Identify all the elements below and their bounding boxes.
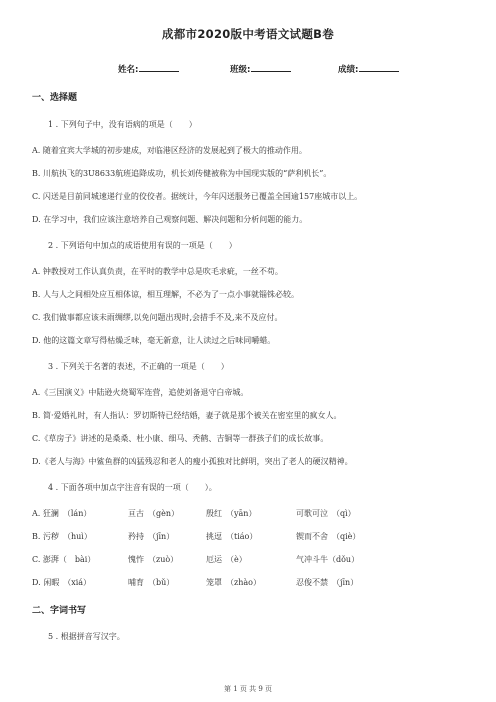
q4-c-item-2: 愧怍 （zuò）: [128, 555, 179, 564]
page-title: 成都市2020版中考语文试题B卷: [161, 27, 335, 41]
q4-d-item-2: 哺育 （bǔ）: [128, 578, 175, 587]
question-3-stem: 3 . 下列关于名著的表述，不正确的一项是（ ）: [48, 362, 229, 371]
question-2-option-d: D. 他的这篇文章写得枯燥乏味，毫无新意，让人读过之后味同嚼蜡。: [32, 336, 276, 345]
name-blank[interactable]: [139, 62, 179, 72]
question-4-option-a: [32, 508, 472, 520]
q4-c-item-3: 厄运 （è）: [206, 555, 247, 564]
q4-c-item-1: C. 澎湃（ bài）: [32, 555, 96, 564]
q4-a-item-2: 亘古 （gèn）: [128, 509, 180, 518]
q4-a-item-3: 殷红 （yān）: [206, 509, 257, 518]
question-4-option-b: [32, 531, 472, 543]
question-3-option-b: B. 简·爱婚礼时，有人指认：罗切斯特已经结婚，妻子就是那个被关在密室里的疯女人。: [32, 411, 342, 420]
question-4-option-c: [32, 554, 472, 566]
question-1-option-d: D. 在学习中，我们应该注意培养自己观察问题、解决问题和分析问题的能力。: [32, 215, 308, 224]
question-1-option-b: B. 川航执飞的3U8633航班追降成功，机长刘传健被称为中国现实版的“萨利机长”。: [32, 169, 332, 178]
question-2-stem: 2 . 下列语句中加点的成语使用有误的一项是（ ）: [48, 241, 237, 250]
q4-d-item-1: D. 闲暇 （xiá）: [32, 578, 92, 587]
score-field: [338, 62, 399, 75]
question-2-option-c: C. 我们做事都应该未雨绸缪,以免问题出现时,会措手不及,来不及应付。: [32, 313, 283, 322]
q4-b-item-1: B. 污秽 （huì）: [32, 532, 92, 541]
section-heading-writing: 二、字词书写: [32, 606, 87, 616]
q4-d-item-3: 笼罩 （zhào）: [206, 578, 261, 587]
q4-d-item-4: 忍俊不禁 （jīn）: [296, 578, 359, 587]
question-3-option-c: C.《草房子》讲述的是桑桑、杜小康、细马、秃鹤、吉铜等一群孩子们的成长故事。: [32, 434, 329, 443]
q4-b-item-2: 矜持 （jīn）: [128, 532, 175, 541]
student-info-row: [0, 62, 496, 76]
question-1-option-c: C. 闪送是目前同城速递行业的佼佼者。据统计，今年闪送服务已覆盖全国逾157座城市以上。: [32, 192, 363, 201]
question-2-option-a: A. 钟教授对工作认真负责，在平时的教学中总是吹毛求疵，一丝不苟。: [32, 267, 283, 276]
question-2-option-b: B. 人与人之间相处应互相体谅，相互理解，不必为了一点小事就锱铢必较。: [32, 290, 299, 299]
q4-a-item-4: 可歌可泣 （qì）: [296, 509, 356, 518]
name-field: [118, 62, 179, 75]
question-1-stem: 1 . 下列句子中，没有语病的项是（ ）: [48, 120, 197, 129]
q4-c-item-4: 气冲斗牛（dǒu）: [296, 555, 360, 564]
page-footer: 第 1 页 共 9 页: [223, 685, 273, 693]
question-4-option-d: [32, 577, 472, 589]
question-5-stem: 5 . 根据拼音写汉字。: [48, 632, 125, 641]
q4-a-item-1: A. 狂澜 （lán）: [32, 509, 92, 518]
name-label: 姓名:: [118, 65, 139, 75]
score-blank[interactable]: [359, 62, 399, 72]
question-4-stem: 4 . 下面各项中加点字注音有误的一项（ ）。: [48, 483, 217, 492]
question-1-option-a: A. 随着宜宾大学城的初步建成，对临港区经济的发展起到了极大的推动作用。: [32, 146, 307, 155]
section-heading-choice: 一、选择题: [32, 93, 78, 103]
q4-b-item-4: 锲而不舍 （qiè）: [296, 532, 361, 541]
class-label: 班级:: [230, 65, 251, 75]
class-field: [230, 62, 291, 75]
score-label: 成绩:: [338, 65, 359, 75]
question-3-option-a: A.《三国演义》中陆逊火烧蜀军连营，追使刘备退守白帝城。: [32, 388, 249, 397]
q4-b-item-3: 挑逗 （tiáo）: [206, 532, 258, 541]
class-blank[interactable]: [251, 62, 291, 72]
question-3-option-d: D.《老人与海》中鲨鱼群的凶猛残忍和老人的瘦小孤独对比鲜明，突出了老人的硬汉精神。: [32, 457, 353, 466]
